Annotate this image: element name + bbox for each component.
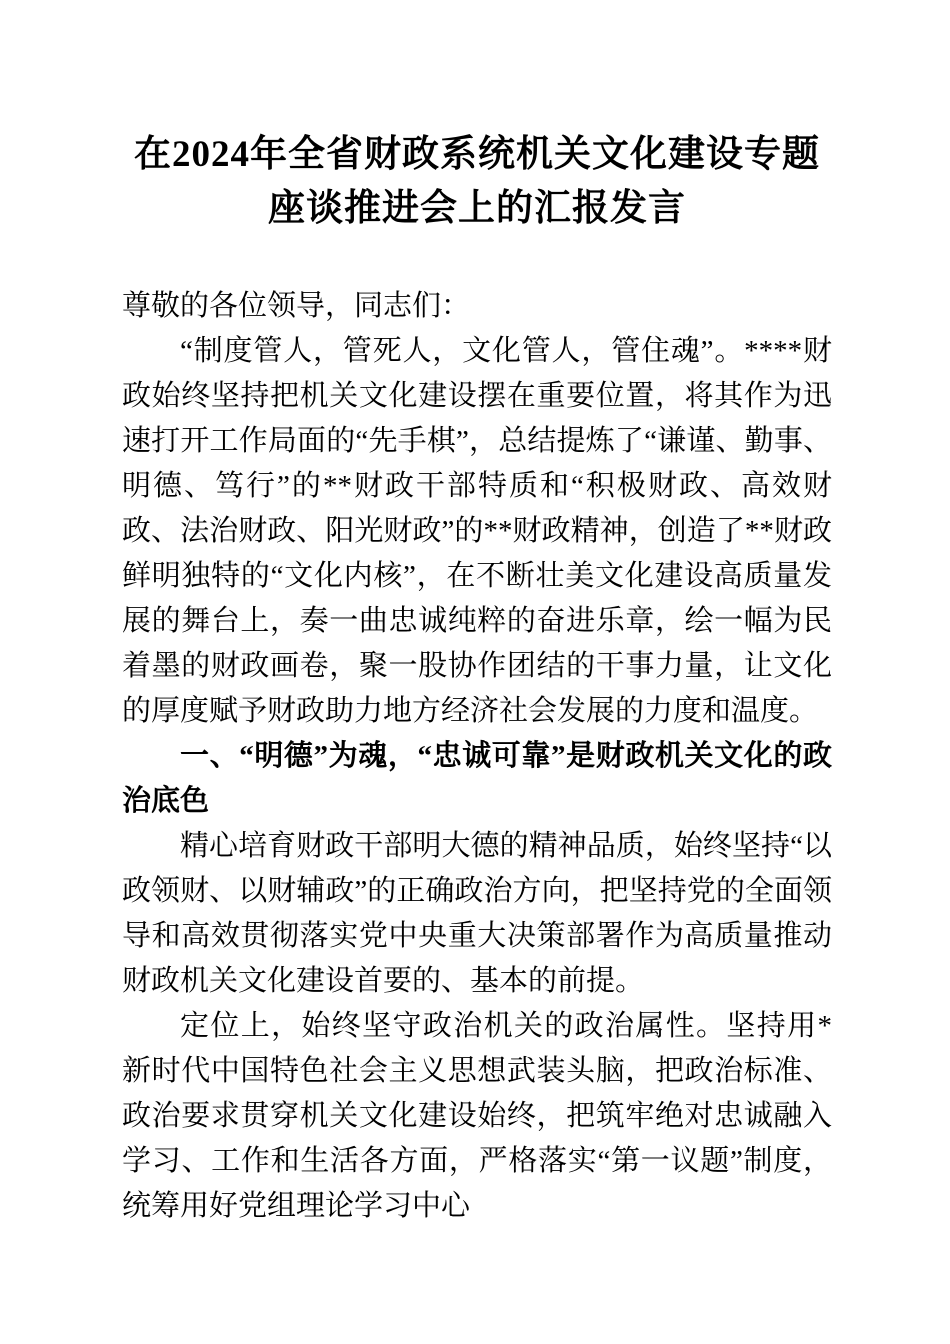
document-body bbox=[122, 284, 832, 1229]
paragraph: 定位上，始终坚守政治机关的政治属性。坚持用*新时代中国特色社会主义思想武装头脑，把政治标准、政治要求贯穿机关文化建设始终，把筑牢绝对忠诚融入学习、工作和生活各方面，严格落实“第一议题”制度，统筹用好党组理论学习中心 bbox=[122, 1010, 832, 1222]
salutation: 尊敬的各位领导，同志们： bbox=[122, 290, 471, 322]
paragraph: 精心培育财政干部明大德的精神品质，始终坚持“以政领财、以财辅政”的正确政治方向，把坚持党的全面领导和高效贯彻落实党中央重大决策部署作为高质量推动财政机关文化建设首要的、基本的前提。 bbox=[122, 830, 832, 997]
document-title: 在2024年全省财政系统机关文化建设专题座谈推进会上的汇报发言 bbox=[134, 134, 820, 229]
paragraph: “制度管人，管死人，文化管人，管住魂”。****财政始终坚持把机关文化建设摆在重要位置，将其作为迅速打开工作局面的“先手棋”，总结提炼了“谦谨、勤事、明德、笃行”的**财政干部特质和“积极财政、高效财政、法治财政、阳光财政”的**财政精神，创造了**财政鲜明独特的“文化内核”，在不断壮美文化建设高质量发展的舞台上，奏一曲忠诚纯粹的奋进乐章，绘一幅为民着墨的财政画卷，聚一股协作团结的干事力量，让文化的厚度赋予财政助力地方经济社会发展的力度和温度。 bbox=[122, 335, 832, 727]
section-heading: 一、“明德”为魂，“忠诚可靠”是财政机关文化的政治底色 bbox=[122, 740, 832, 817]
